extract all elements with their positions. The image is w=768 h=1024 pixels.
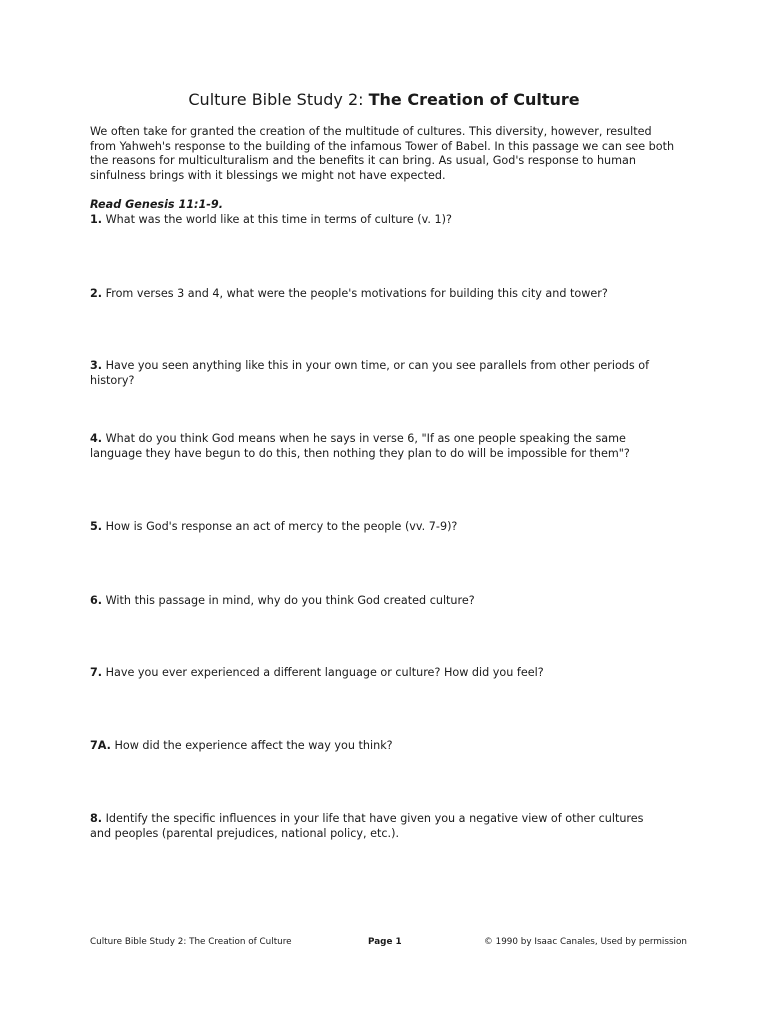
question-text: How did the experience affect the way you think? xyxy=(114,739,393,752)
question-number: 6. xyxy=(90,594,103,607)
question-number: 2. xyxy=(90,287,103,300)
footer-page-number: Page 1 xyxy=(368,937,402,947)
question-7 xyxy=(90,666,690,681)
question-text: Have you ever experienced a different language or culture? How did you feel? xyxy=(105,666,544,679)
question-text: How is God's response an act of mercy to the people (vv. 7-9)? xyxy=(105,520,458,533)
page-title xyxy=(0,90,768,110)
footer-copyright: © 1990 by Isaac Canales, Used by permission xyxy=(484,937,687,947)
reading-instruction: Read Genesis 11:1-9. xyxy=(90,198,223,211)
question-4 xyxy=(90,432,680,461)
question-text: With this passage in mind, why do you think God created culture? xyxy=(105,594,475,607)
intro-paragraph: We often take for granted the creation of the multitude of cultures. This diversity, however, resulted from Yahweh's response to the building of the infamous Tower of Babel. In this passage we can see both the reasons for multiculturalism and the benefits it can bring. As usual, God's response to human sinfulness brings with it blessings we might not have expected. xyxy=(90,125,675,182)
question-6 xyxy=(90,594,690,609)
question-number: 4. xyxy=(90,432,103,445)
question-number: 5. xyxy=(90,520,103,533)
question-8 xyxy=(90,812,650,841)
footer-title: Culture Bible Study 2: The Creation of Culture xyxy=(90,937,292,947)
question-number: 7. xyxy=(90,666,103,679)
question-text: Have you seen anything like this in your own time, or can you see parallels from other periods of history? xyxy=(90,359,650,387)
title-main: The Creation of Culture xyxy=(368,90,580,109)
question-number: 3. xyxy=(90,359,103,372)
question-1 xyxy=(90,213,690,228)
question-number: 8. xyxy=(90,812,103,825)
question-5 xyxy=(90,520,690,535)
question-text: What was the world like at this time in terms of culture (v. 1)? xyxy=(105,213,452,226)
question-text: What do you think God means when he says in verse 6, "If as one people speaking the same language they have begun to do this, then nothing they plan to do will be impossible for them"? xyxy=(90,432,630,460)
question-text: From verses 3 and 4, what were the people's motivations for building this city and tower? xyxy=(105,287,608,300)
question-7a xyxy=(90,739,690,754)
question-text: Identify the specific influences in your life that have given you a negative view of other cultures and peoples (parental prejudices, national policy, etc.). xyxy=(90,812,644,840)
title-prefix: Culture Bible Study 2: xyxy=(188,90,364,109)
question-number: 7A. xyxy=(90,739,111,752)
question-3 xyxy=(90,359,690,388)
question-number: 1. xyxy=(90,213,103,226)
question-2 xyxy=(90,287,690,302)
